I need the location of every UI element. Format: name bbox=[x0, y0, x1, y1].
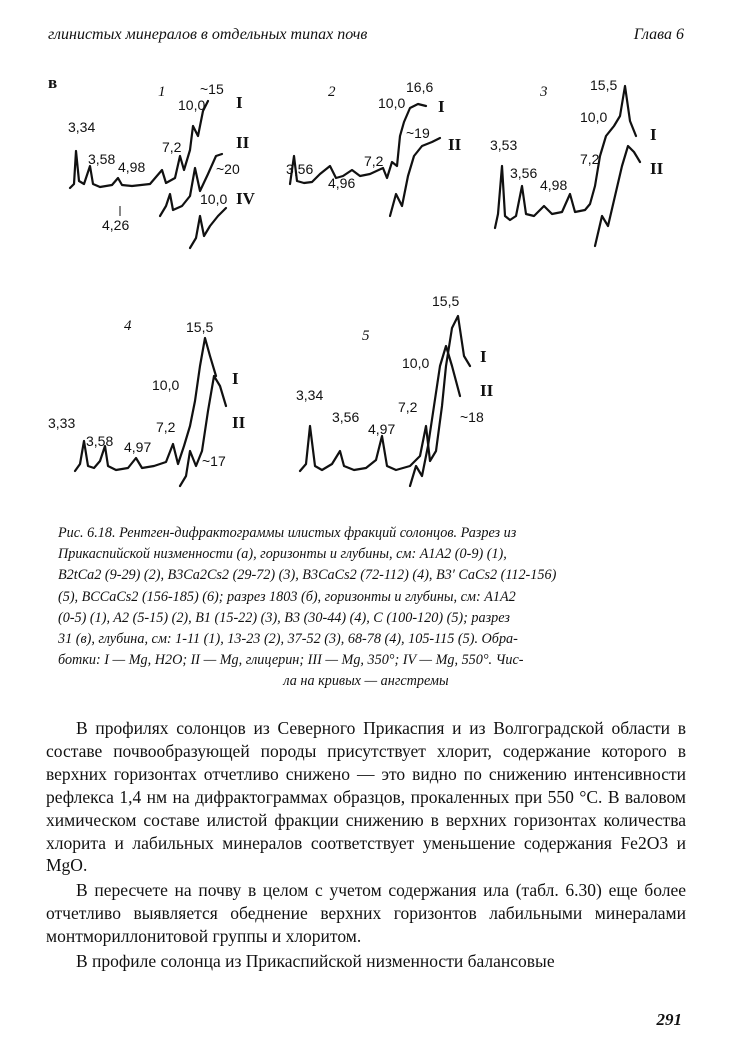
running-header bbox=[48, 26, 684, 50]
panel2-curve-label-II: II bbox=[448, 135, 462, 154]
panel5-curve-label-II: II bbox=[480, 381, 494, 400]
caption-line: B2tCa2 (9-29) (2), B3Ca2Cs2 (29-72) (3), B3CaCs2 (72-112) (4), B3′ CaCs2 (112-156) bbox=[58, 567, 557, 584]
panel1-label-2: 3,58 bbox=[88, 151, 116, 167]
panel3-label-4: 7,2 bbox=[580, 151, 600, 167]
running-title: глинистых минералов в отдельных типах почв bbox=[48, 26, 368, 43]
panel4-curve-II bbox=[180, 376, 226, 486]
panel1-label-8: ~20 bbox=[216, 161, 240, 177]
panel2-label-4: 10,0 bbox=[378, 95, 406, 111]
panel1-label-9: 10,0 bbox=[200, 191, 228, 207]
paragraph: В пересчете на почву в целом с учетом содержания ила (табл. 6.30) еще более отчетливо выявляется обеднение верхних горизонтов лабильными минералами монтмориллонитовой группы и хлоритом. bbox=[46, 880, 686, 947]
panel1-curve-label-IV: IV bbox=[236, 189, 255, 208]
caption-line: (0-5) (1), A2 (5-15) (2), B1 (15-22) (3), B3 (30-44) (4), C (100-120) (5); разрез bbox=[58, 609, 510, 626]
panel2-curve-label-I: I bbox=[438, 97, 445, 116]
panel4-label-7: ~17 bbox=[202, 453, 226, 469]
panel5-label-6: 15,5 bbox=[432, 293, 460, 309]
panel2-label-6: ~19 bbox=[406, 125, 430, 141]
xrd-figure bbox=[40, 66, 690, 516]
panel2-label-2: 4,96 bbox=[328, 175, 356, 191]
panel1-label-4: 4,26 bbox=[102, 217, 130, 233]
panel2-label-5: 16,6 bbox=[406, 79, 434, 95]
panel1-label-5: 7,2 bbox=[162, 139, 182, 155]
panel2-label-1: 3,56 bbox=[286, 161, 314, 177]
caption-line: Рис. 6.18. Рентген-дифрактограммы илистых фракций солонцов. Разрез из bbox=[58, 525, 517, 541]
panel1-label-6: 10,0 bbox=[178, 97, 206, 113]
panel4-label-3: 4,97 bbox=[124, 439, 152, 455]
body-text bbox=[46, 717, 686, 973]
panel5-label-4: 7,2 bbox=[398, 399, 418, 415]
panel5-label-2: 3,56 bbox=[332, 409, 360, 425]
panel1-curve-label-II: II bbox=[236, 133, 250, 152]
panel-letter: в bbox=[48, 73, 58, 92]
panel5-label-7: ~18 bbox=[460, 409, 484, 425]
panel2-curve-II bbox=[390, 138, 440, 216]
panel3-index: 3 bbox=[540, 84, 548, 100]
panel3-label-6: 15,5 bbox=[590, 77, 618, 93]
panel3-label-3: 4,98 bbox=[540, 177, 568, 193]
panel5-curve-I bbox=[300, 316, 470, 471]
panel4-index: 4 bbox=[124, 318, 132, 334]
panel5-label-3: 4,97 bbox=[368, 421, 396, 437]
caption-line: (5), BCCaCs2 (156-185) (6); разрез 1803 (б), горизонты и глубины, см: A1A2 bbox=[58, 588, 516, 605]
panel1-index: 1 bbox=[158, 84, 166, 100]
panel5-label-5: 10,0 bbox=[402, 355, 430, 371]
page-number: 291 bbox=[656, 1010, 682, 1029]
panel5-index: 5 bbox=[362, 328, 370, 344]
panel1-curve-label-I: I bbox=[236, 93, 243, 112]
panel1-label-3: 4,98 bbox=[118, 159, 146, 175]
paragraph: В профилях солонцов из Северного Прикаспия и из Волгоградской области в составе почвообразующей породы присутствует хлорит, содержание которого в верхних горизонтах отчетливо снижено — это видно по снижению интенсивности рефлекса 1,4 нм на дифрактограммах образцов, прокаленных при 550 °С. В валовом химическом составе илистой фракции снижению в верхних горизонтах количества хлорита и лабильных минералов соответствует уменьшение содержания Fe2O3 и MgO. bbox=[46, 718, 686, 876]
panel3-label-2: 3,56 bbox=[510, 165, 538, 181]
panel4-curve-label-II: II bbox=[232, 413, 246, 432]
panel3-curve-I bbox=[495, 86, 636, 228]
panel1-label-7: ~15 bbox=[200, 81, 224, 97]
panel4-label-1: 3,33 bbox=[48, 415, 76, 431]
caption-line: ботки: I — Mg, H2O; II — Mg, глицерин; III — Mg, 350°; IV — Mg, 550°. Чис- bbox=[58, 652, 524, 669]
panel4-curve-label-I: I bbox=[232, 369, 239, 388]
panel2-index: 2 bbox=[328, 84, 336, 100]
caption-line: 31 (в), глубина, см: 1-11 (1), 13-23 (2), 37-52 (3), 68-78 (4), 105-115 (5). Обра- bbox=[58, 631, 518, 648]
caption-line: ла на кривых — ангстремы bbox=[283, 673, 449, 690]
panel2-label-3: 7,2 bbox=[364, 153, 384, 169]
panel3-label-1: 3,53 bbox=[490, 137, 518, 153]
panel3-curve-II bbox=[595, 146, 640, 246]
caption-line: Прикаспийской низменности (а), горизонты и глубины, см: A1A2 (0-9) (1), bbox=[58, 546, 507, 563]
panel4-label-2: 3,58 bbox=[86, 433, 114, 449]
panel4-label-4: 7,2 bbox=[156, 419, 176, 435]
panel3-curve-label-II: II bbox=[650, 159, 664, 178]
figure-caption bbox=[58, 523, 674, 693]
chapter-label: Глава 6 bbox=[633, 26, 684, 43]
panel4-label-5: 10,0 bbox=[152, 377, 180, 393]
panel1-curve-IV bbox=[190, 208, 226, 248]
panel4-label-6: 15,5 bbox=[186, 319, 214, 335]
panel3-curve-label-I: I bbox=[650, 125, 657, 144]
panel5-label-1: 3,34 bbox=[296, 387, 324, 403]
paragraph: В профиле солонца из Прикаспийской низменности балансовые bbox=[76, 951, 555, 972]
panel1-label-1: 3,34 bbox=[68, 119, 96, 135]
panel3-label-5: 10,0 bbox=[580, 109, 608, 125]
panel5-curve-label-I: I bbox=[480, 347, 487, 366]
